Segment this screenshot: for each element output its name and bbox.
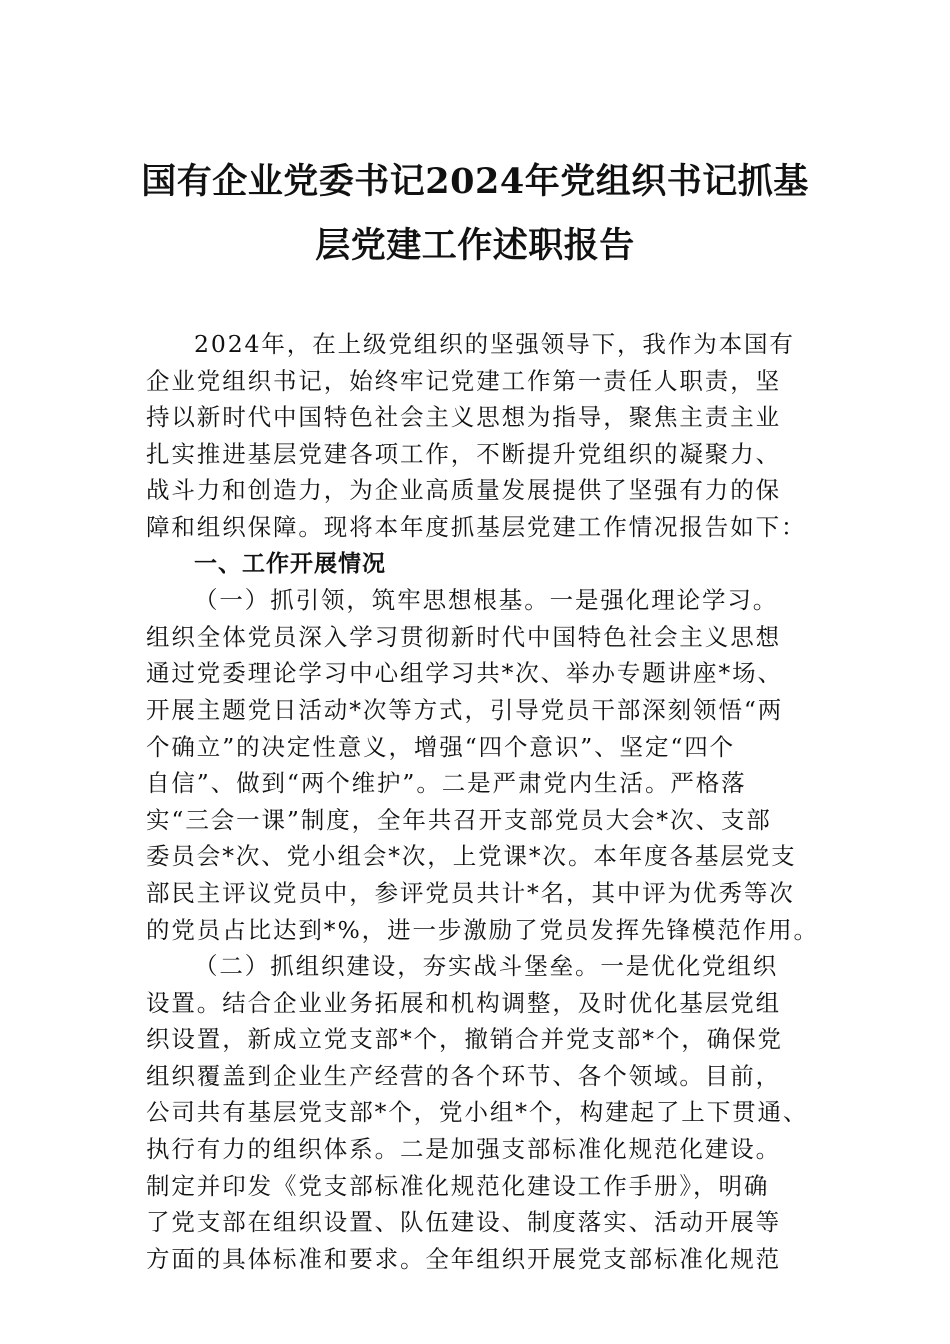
- paragraph-line: 实“三会一课”制度，全年共召开支部党员大会*次、支部: [146, 805, 772, 834]
- paragraph-line: 委员会*次、党小组会*次，上党课*次。本年度各基层党支: [146, 842, 797, 871]
- paragraph-line: 方面的具体标准和要求。全年组织开展党支部标准化规范: [146, 1244, 781, 1273]
- paragraph-line: 开展主题党日活动*次等方式，引导党员干部深刻领悟“两: [146, 695, 784, 724]
- paragraph-line: 扎实推进基层党建各项工作，不断提升党组织的凝聚力、: [146, 439, 781, 468]
- paragraph-line: 障和组织保障。现将本年度抓基层党建工作情况报告如下：: [146, 512, 807, 541]
- title-line-2: 层党建工作述职报告: [315, 225, 635, 266]
- document-body: [146, 326, 826, 1277]
- paragraph-line: 部民主评议党员中，参评党员共计*名，其中评为优秀等次: [146, 878, 795, 907]
- paragraph-line: 公司共有基层党支部*个，党小组*个，构建起了上下贯通、: [146, 1098, 809, 1127]
- paragraph-line: 执行有力的组织体系。二是加强支部标准化规范化建设。: [146, 1135, 781, 1164]
- paragraph-line: 2024年，在上级党组织的坚强领导下，我作为本国有: [194, 330, 795, 358]
- paragraph-line: 企业党组织书记，始终牢记党建工作第一责任人职责，坚: [146, 366, 781, 395]
- paragraph-line: 的党员占比达到*%，进一步激励了党员发挥先锋模范作用。: [146, 915, 819, 944]
- section-heading: 一、工作开展情况: [194, 550, 386, 577]
- paragraph-line: 组织全体党员深入学习贯彻新时代中国特色社会主义思想: [146, 622, 781, 651]
- paragraph-line: 织设置，新成立党支部*个，撤销合并党支部*个，确保党: [146, 1025, 783, 1054]
- paragraph-line: （二）抓组织建设，夯实战斗堡垒。一是优化党组织: [194, 952, 779, 981]
- paragraph-line: 自信”、做到“两个维护”。二是严肃党内生活。严格落: [146, 769, 747, 798]
- paragraph-line: （一）抓引领，筑牢思想根基。一是强化理论学习。: [194, 586, 779, 615]
- paragraph-line: 持以新时代中国特色社会主义思想为指导，聚焦主责主业: [146, 403, 781, 432]
- paragraph-line: 个确立”的决定性意义，增强“四个意识”、坚定“四个: [146, 732, 736, 761]
- paragraph-line: 战斗力和创造力，为企业高质量发展提供了坚强有力的保: [146, 476, 781, 505]
- paragraph-line: 通过党委理论学习中心组学习共*次、举办专题讲座*场、: [146, 659, 783, 688]
- paragraph-line: 制定并印发《党支部标准化规范化建设工作手册》，明确: [146, 1171, 770, 1200]
- paragraph-line: 组织覆盖到企业生产经营的各个环节、各个领域。目前，: [146, 1061, 781, 1090]
- paragraph-line: 设置。结合企业业务拓展和机构调整，及时优化基层党组: [146, 988, 781, 1017]
- title-line-1: 国有企业党委书记2024年党组织书记抓基: [141, 161, 809, 202]
- paragraph-line: 了党支部在组织设置、队伍建设、制度落实、活动开展等: [146, 1208, 781, 1237]
- document-title: [110, 150, 840, 278]
